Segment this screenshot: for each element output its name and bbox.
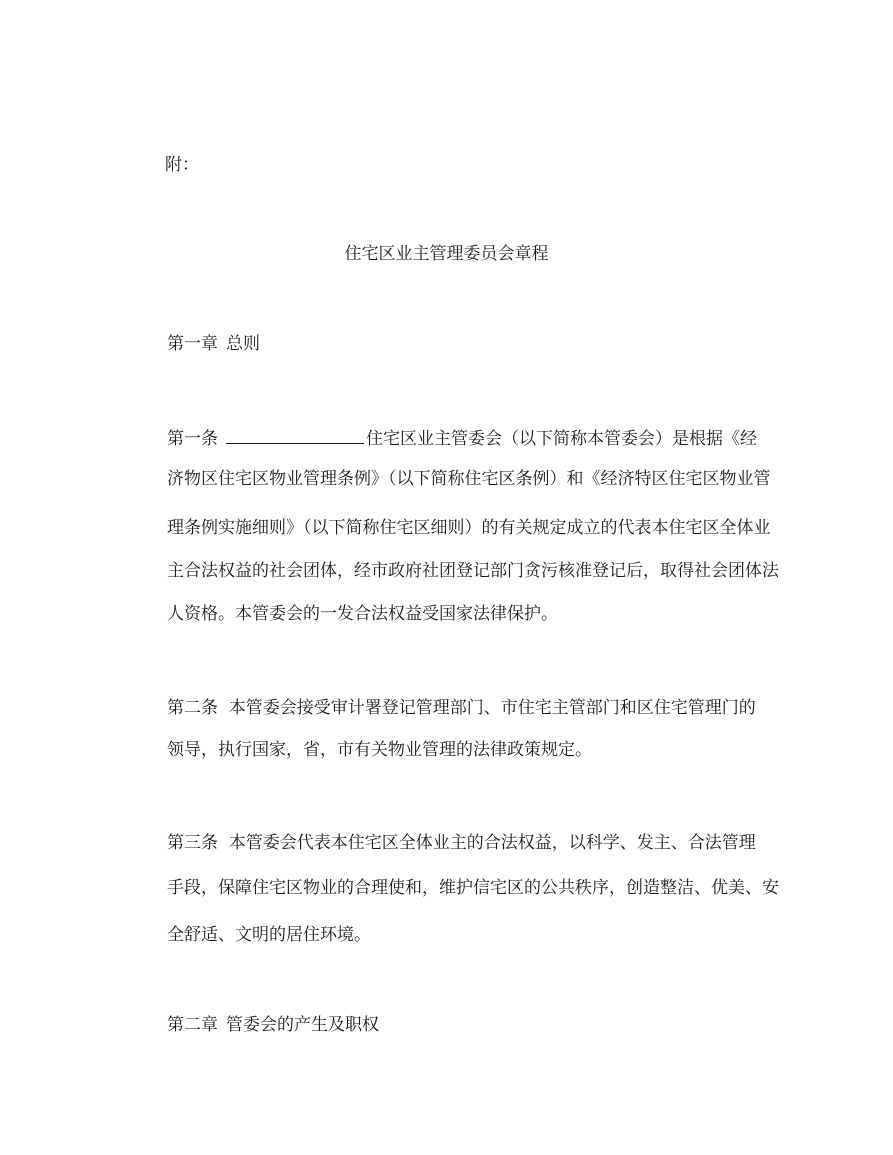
article-3-line-2: 手段，保障住宅区物业的合理使和，维护信宅区的公共秩序，创造整洁、优美、安 <box>167 878 779 898</box>
article-2-line-2: 领导，执行国家，省，市有关物业管理的法律政策规定。 <box>167 740 592 760</box>
article-1-number: 第一条 <box>167 429 218 449</box>
attachment-label: 附： <box>165 155 199 175</box>
chapter-2-heading <box>167 1015 379 1035</box>
article-3-line-3: 全舒适、文明的居住环境。 <box>167 925 371 945</box>
article-2-line-1: 第二条 本管委会接受审计署登记管理部门、市住宅主管部门和区住宅管理门的 <box>167 698 756 718</box>
chapter-1-number: 第一章 <box>167 334 218 354</box>
article-3-line-1: 第三条 本管委会代表本住宅区全体业主的合法权益，以科学、发主、合法管理 <box>167 833 756 853</box>
document-title: 住宅区业主管理委员会章程 <box>344 244 549 264</box>
chapter-2-number: 第二章 <box>167 1015 218 1035</box>
article-1-line-5: 人资格。本管委会的一发合法权益受国家法律保护。 <box>167 604 558 624</box>
chapter-1-heading <box>167 334 260 354</box>
article-1-line-1 <box>167 427 757 449</box>
article-1-line-1-text: 住宅区业主管委会（以下简称本管委会）是根据《经 <box>366 429 757 449</box>
article-1-line-2: 济物区住宅区物业管理条例》（以下简称住宅区条例）和《经济特区住宅区物业管 <box>167 469 771 489</box>
article-1-line-4: 主合法权益的社会团体，经市政府社团登记部门贪污核准登记后，取得社会团体法 <box>167 561 779 581</box>
chapter-2-title: 管委会的产生及职权 <box>226 1015 379 1035</box>
chapter-1-title: 总则 <box>226 334 260 354</box>
article-1-blank-field <box>226 427 364 444</box>
article-1-line-3: 理条例实施细则》（以下简称住宅区细则）的有关规定成立的代表本住宅区全体业 <box>167 518 771 538</box>
